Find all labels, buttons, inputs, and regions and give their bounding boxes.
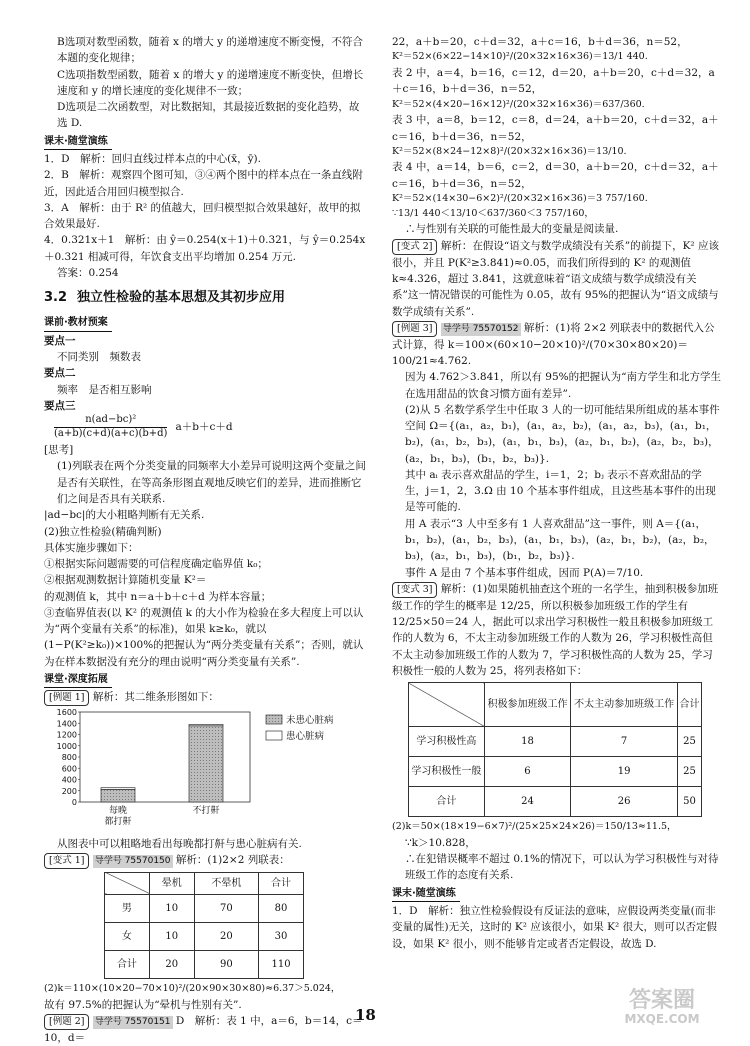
answer-1: 1．D 解析：回归直线过样本点的中心(x̄，ȳ). xyxy=(44,153,261,166)
legend-label: 未患心脏病 xyxy=(286,715,334,727)
bar-no-disease xyxy=(101,790,135,803)
step-2a: ②根据观测数据计算随机变量 K²＝ xyxy=(44,574,207,587)
variant-badge: [变式 1] xyxy=(44,853,89,869)
page-number: 18 xyxy=(355,1006,376,1024)
section-label-kemo-2: 课末·随堂演练 xyxy=(392,886,460,903)
formula-denominator: (a+b)(c+d)(a+c)(b+d) xyxy=(54,427,168,439)
text-line: C选项指数型函数，随着 x 的增大 y 的递增速度不断变快，但增长速度和 y 的增长速度的变化规律不一致； xyxy=(57,68,364,97)
formula-fraction xyxy=(54,414,167,440)
answer-3: 3．A 解析：由于 R² 的值越大，回归模型拟合效果越好，故甲的拟合效果最好. xyxy=(44,201,361,231)
text-line: 表 4 中，a＝14，b＝6，c＝2，d＝30，a＋b＝20，c＋d＝32，a＋c＝16，b＋d＝36，n＝52， xyxy=(392,161,719,190)
comparison-line: ∵13/1 440＜13/10＜637/360＜3 757/160， xyxy=(392,207,594,219)
y-tick-label: 1200 xyxy=(56,730,77,740)
k-compare: ∵k＞10.828， xyxy=(405,836,476,849)
y-tick-label: 400 xyxy=(61,775,77,785)
variant-badge: [变式 2] xyxy=(392,239,437,255)
table-cell: 女 xyxy=(105,922,150,950)
answer-4-result: 答案：0.254 xyxy=(57,266,119,279)
text-line: 因为 4.762＞3.841，所以有 95%的把握认为“南方学生和北方学生在选用甜品的饮食习惯方面有差异”. xyxy=(405,371,721,400)
answer-4: 4．0.321x＋1 解析：由 ŷ＝0.254(x＋1)＋0.321，与 ŷ＝0.254x＋0.321 相减可得，年饮食支出平均增加 0.254 万元. xyxy=(44,234,366,263)
table-cell: 26 xyxy=(571,787,678,817)
y-tick-label: 800 xyxy=(61,753,77,763)
step-2b: 的观测值 k，其中 n＝a＋b＋c＋d 为样本容量； xyxy=(44,590,272,603)
variant-badge: [变式 3] xyxy=(392,582,437,598)
y-tick-label: 0 xyxy=(71,798,77,808)
table-cell: 男 xyxy=(105,894,150,922)
k-line: K²＝52×(8×24−12×8)²/(20×32×16×36)＝13/10. xyxy=(392,145,627,157)
x-tick-label: 不打鼾 xyxy=(192,806,220,817)
legend-swatch xyxy=(266,715,282,724)
table-cell: 20 xyxy=(149,950,194,978)
table-cell: 7 xyxy=(571,727,678,757)
section-label-kt: 课堂·深度拓展 xyxy=(44,672,112,689)
table-cell: 25 xyxy=(678,727,702,757)
table-cell: 90 xyxy=(194,950,258,978)
formula-numerator: n(ad−bc)² xyxy=(54,414,167,428)
table-header-cell: 合计 xyxy=(678,683,702,727)
table-row xyxy=(105,894,304,922)
table-cell: 30 xyxy=(259,922,304,950)
x-tick-label: 都打鼾 xyxy=(104,817,132,828)
y-tick-label: 1600 xyxy=(56,708,77,718)
exercise-1: 1．D 解析：独立性检验假设有反证法的意味，应假设两类变量(而非变量的属性)无关，这时的 K² 应该很小，如果 K² 很大，则可以否定假设，如果 K² 很小，则不能够肯定或者否定假设，故选 D. xyxy=(392,905,718,950)
k-line: K²＝52×(6×22−14×10)²/(20×32×16×36)＝13/1 440. xyxy=(392,51,648,63)
table-cell: 19 xyxy=(571,757,678,787)
point-label: 要点三 xyxy=(44,399,76,412)
legend-swatch xyxy=(266,731,282,740)
table-cell: 合计 xyxy=(105,950,150,978)
watermark-logo: 答案圈 xyxy=(628,988,695,1013)
table-cell: 合计 xyxy=(409,787,485,817)
k-line: K²＝52×(14×30−6×2)²/(20×32×16×36)＝3 757/160. xyxy=(392,193,648,205)
example-badge: [例题 3] xyxy=(392,321,437,337)
y-tick-label: 200 xyxy=(61,787,77,797)
table-cell: 24 xyxy=(484,787,570,817)
example-badge: [例题 2] xyxy=(44,1014,89,1030)
guide-number: 导学号 75570151 xyxy=(94,1016,171,1027)
table-header-cell: 晕机 xyxy=(149,872,194,894)
chart-note: 从图表中可以粗略地看出每晚都打鼾与患心脏病有关. xyxy=(57,837,302,850)
guide-number: 导学号 75570152 xyxy=(442,323,519,334)
think-text: (2)独立性检验(精确判断) xyxy=(44,525,162,538)
text-line: D选项是二次函数型，对比数据知，其最接近数据的变化趋势，故选 D. xyxy=(57,101,360,130)
section-heading xyxy=(44,288,366,308)
example-text: 解析：(1)将 2×2 列联表中的数据代入公式计算，得 k＝100×(60×10−20×10)²/(70×30×80×20)＝100/21≈4.762. xyxy=(392,321,715,368)
example-badge: [例题 1] xyxy=(44,690,89,706)
table-header-cell: 合计 xyxy=(259,872,304,894)
legend-label: 患心脏病 xyxy=(286,731,325,743)
watermark-site: MXQE.COM xyxy=(624,1012,700,1026)
right-column xyxy=(392,34,722,952)
contingency-table-2 xyxy=(408,682,702,817)
text-line: 用 A 表示“3 人中至多有 1 人喜欢甜品”这一事件，则 A＝{(a₁，b₁，b₂)，(a₁，b₂，b₃)，(a₁，b₁，b₃)，(a₂，b₁，b₂)，(a₂，b₂，b₃)，(a₂，b₁，b₃)，(b₁，b₂，b₃)}. xyxy=(405,517,715,563)
table-header-cell: 积极参加班级工作 xyxy=(484,683,570,727)
table-cell: 18 xyxy=(484,727,570,757)
section-label-kemo: 课末·随堂演练 xyxy=(44,134,112,151)
table-cell: 80 xyxy=(259,894,304,922)
point-content: 频率 是否相互影响 xyxy=(57,383,152,396)
text-line: 其中 aᵢ 表示喜欢甜品的学生，i＝1，2；bⱼ 表示不喜欢甜品的学生，j＝1，2，3.Ω 由 10 个基本事件组成，且这些基本事件的出现是等可能的. xyxy=(405,468,716,514)
text-line: 表 2 中，a＝4，b＝16，c＝12，d＝20，a＋b＝20，c＋d＝32，a＋c＝16，b＋d＝36，n＝52， xyxy=(392,66,715,96)
table-cell: 70 xyxy=(194,894,258,922)
variant-text: 解析：(1)如果随机抽查这个班的一名学生，抽到积极参加班级工作的学生的概率是 12/25，所以积极参加班级工作的学生有 12/25×50＝24 人，据此可以求出学习积极性一般且积极参加班级工作的人数为 6，不太主动参加班级工作的人数为 26，学习积极性高但不太主动参加班级工作的人数为 7，学习积极性高的人数为 25，学习积极性一般的人数为 25，将列表格如下： xyxy=(392,582,719,677)
text-line: 22，a＋b＝20，c＋d＝32，a＋c＝16，b＋d＝36，n＝52， xyxy=(392,36,688,48)
bar-chart xyxy=(44,706,366,830)
section-title: 独立性检验的基本思想及其初步应用 xyxy=(77,290,286,306)
k-conclusion-1: 故有 97.5%的把握认为“晕机与性别有关”. xyxy=(44,998,242,1011)
example-text: D 解析：表 1 中，a＝6，b＝14，c＝10，d＝ xyxy=(44,1014,363,1044)
table-header-row xyxy=(409,683,702,727)
table-row xyxy=(409,757,702,787)
text-line: (2)从 5 名数学系学生中任取 3 人的一切可能结果所组成的基本事件空间 Ω＝{(a₁，a₂，b₁)，(a₁，a₂，b₂)，(a₁，a₂，b₃)，(a₁，b₁，b₂)，(a₁，b₂，b₃)，(a₁，b₁，b₃)，(a₂，b₁，b₂)，(a₂，b₂，b₃)，(a₂，b₁，b₃)，(b₁，b₂，b₃)}. xyxy=(405,403,720,465)
think-text: |ad−bc|的大小粗略判断有无关系. xyxy=(44,509,205,522)
y-tick-label: 1400 xyxy=(56,719,77,729)
x-tick-label: 每晚 xyxy=(108,806,128,817)
table-cell: 20 xyxy=(194,922,258,950)
think-text: 具体实施步骤如下： xyxy=(44,541,139,554)
conclusion-line: ∴与性别有关联的可能性最大的变量是阅读量. xyxy=(405,223,619,236)
step-3: ③查临界值表(以 K² 的观测值 k 的大小作为检验在多大程度上可以认为“两个变量有关系”的标准)，如果 k≥k₀，就以(1−P(K²≥k₀))×100%的把握认为“两分类变量有关系”；否则，就认为在样本数据没有充分的理由说明“两分类变量有关系”. xyxy=(44,606,364,668)
think-text: (1)列联表在两个分类变量的同频率大小差异可说明这两个变量之间是否有关联性，在等高条形图直观地反映它们的差异，进而推断它们之间是否具有关联系. xyxy=(57,460,366,505)
k-conclusion-2: ∴在犯错误概率不超过 0.1%的情况下，可以认为学习积极性与对待班级工作的态度有关系. xyxy=(405,853,719,882)
table-cell: 50 xyxy=(678,787,702,817)
section-number: 3.2 xyxy=(44,290,68,306)
table-row xyxy=(409,787,702,817)
table-header-cell: 不太主动参加班级工作 xyxy=(571,683,678,727)
bar-no-disease xyxy=(189,726,223,802)
table-cell: 学习积极性一般 xyxy=(409,757,485,787)
bar-disease xyxy=(101,788,135,790)
table-cell: 25 xyxy=(678,757,702,787)
point-label: 要点一 xyxy=(44,334,76,347)
guide-number: 导学号 75570150 xyxy=(94,855,171,866)
variant-text: 解析：(1)2×2 列联表： xyxy=(175,853,290,866)
variant-text: 解析：在假设“语文与数学成绩没有关系”的前提下，K² 应该很小，并且 P(K²≥3.841)≈0.05，而我们所得到的 K² 的观测值 k≈4.326，超过 3.841，这就意味着“语文成绩与数学成绩没有关系”这一情况错误的可能性为 0.05，故有 95%的把握认为“语文成绩与数学成绩有关系”. xyxy=(392,239,719,318)
table-row xyxy=(105,922,304,950)
y-tick-label: 1000 xyxy=(56,742,77,752)
table-row xyxy=(409,727,702,757)
section-label-kq: 课前·教材预案 xyxy=(44,315,112,332)
text-line: 表 3 中，a＝8，b＝12，c＝8，d＝24，a＋b＝20，c＋d＝32，a＋c＝16，b＋d＝36，n＝52， xyxy=(392,114,719,143)
table-header-row xyxy=(105,872,304,894)
contingency-table-1 xyxy=(104,872,304,979)
table-cell: 学习积极性高 xyxy=(409,727,485,757)
formula-block xyxy=(54,414,366,440)
bar-disease xyxy=(189,725,223,726)
table-cell: 6 xyxy=(484,757,570,787)
k-formula-1: (2)k＝110×(10×20−70×10)²/(20×90×30×80)≈6.37＞5.024， xyxy=(44,982,341,994)
k-formula-2: (2)k＝50×(18×19−6×7)²/(25×25×24×26)＝150/13≈11.5， xyxy=(392,821,677,833)
table-header-cell: 不晕机 xyxy=(194,872,258,894)
table-header-cell xyxy=(105,872,150,894)
text-line: 事件 A 是由 7 个基本事件组成，因而 P(A)＝7/10. xyxy=(405,566,644,579)
left-column xyxy=(44,34,366,1046)
table-cell: 10 xyxy=(149,922,194,950)
example-text: 解析：其二维条形图如下： xyxy=(92,691,219,704)
watermark xyxy=(602,990,722,1028)
table-row xyxy=(105,950,304,978)
table-cell: 110 xyxy=(259,950,304,978)
point-label: 要点二 xyxy=(44,367,76,380)
formula-sum: a＋b＋c＋d xyxy=(175,421,233,434)
point-content: 不同类别 频数表 xyxy=(57,351,141,364)
k-line: K²＝52×(4×20−16×12)²/(20×32×16×36)＝637/360. xyxy=(392,98,645,110)
answer-2: 2．B 解析：观察四个图可知，③④两个图中的样本点在一条直线附近，因此适合用回归模型拟合. xyxy=(44,169,363,198)
step-1: ①根据实际问题需要的可信程度确定临界值 k₀； xyxy=(44,558,268,571)
think-label: [思考] xyxy=(44,444,74,457)
text-line: B选项对数型函数，随着 x 的增大 y 的递增速度不断变慢，不符合本题的变化规律； xyxy=(57,36,363,65)
table-cell: 10 xyxy=(149,894,194,922)
y-tick-label: 600 xyxy=(61,764,77,774)
table-header-cell xyxy=(409,683,485,727)
